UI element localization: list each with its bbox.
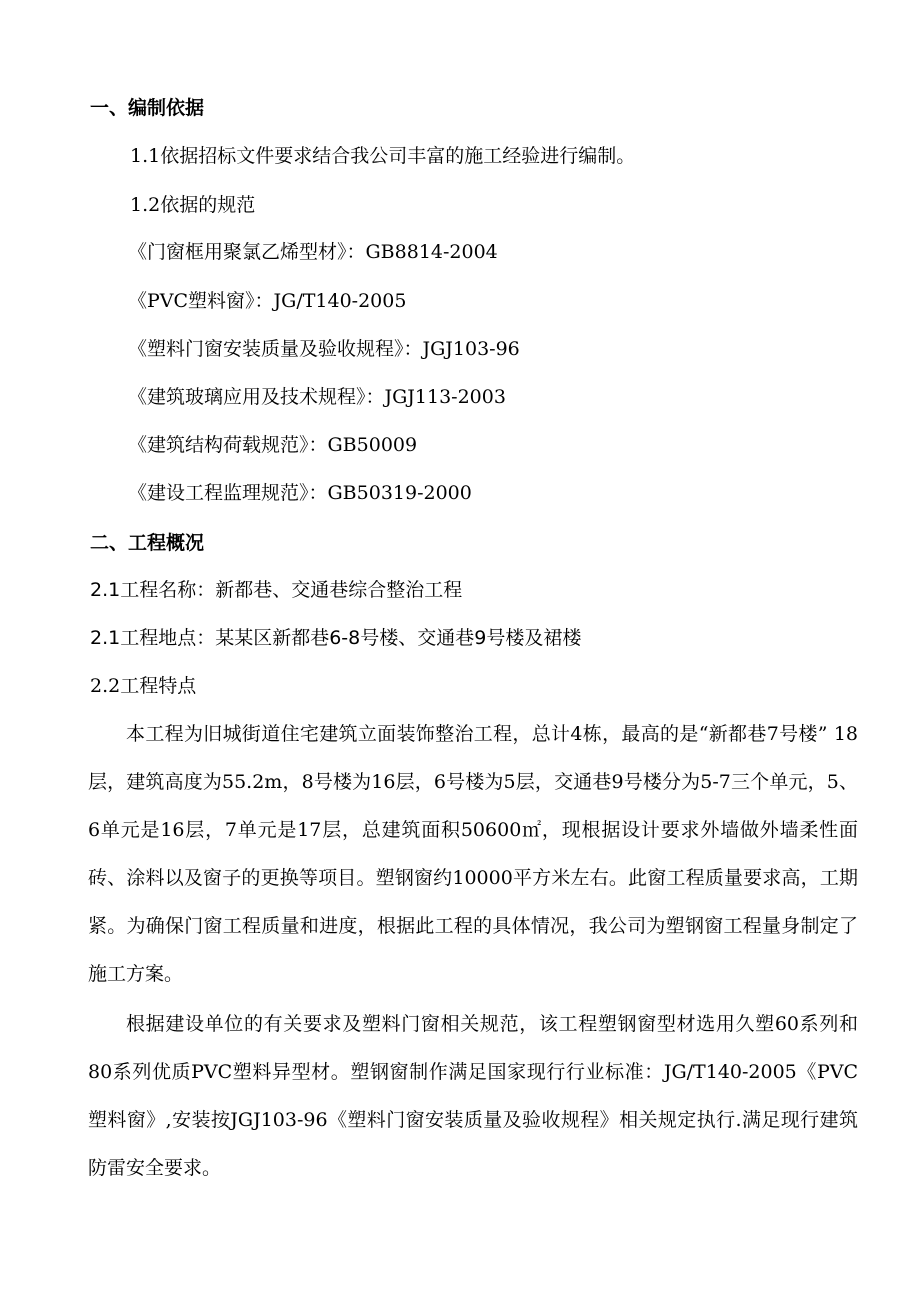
- standard-item: 《建筑玻璃应用及技术规程》：JGJ113-2003: [128, 386, 506, 408]
- project-location: 2.1工程地点：某某区新都巷6-8号楼、交通巷9号楼及裙楼: [90, 627, 582, 649]
- item-1-1: 1.1依据招标文件要求结合我公司丰富的施工经验进行编制。: [130, 145, 636, 167]
- standard-item: 《建筑结构荷载规范》：GB50009: [128, 434, 418, 456]
- item-1-2: 1.2依据的规范: [130, 194, 256, 216]
- section2-heading: 二、工程概况: [90, 532, 205, 554]
- project-name: 2.1工程名称：新都巷、交通巷综合整治工程: [90, 579, 463, 601]
- standard-item: 《建设工程监理规范》：GB50319-2000: [128, 482, 472, 504]
- standard-item: 《门窗框用聚氯乙烯型材》：GB8814-2004: [128, 241, 498, 263]
- standard-item: 《PVC塑料窗》：JG/T140-2005: [128, 290, 407, 312]
- paragraph-project-features: 本工程为旧城街道住宅建筑立面装饰整治工程，总计4栋，最高的是“新都巷7号楼” 18层，建筑高度为55.2m，8号楼为16层，6号楼为5层，交通巷9号楼分为5-7三个单元，5、6单元是16层，7单元是17层，总建筑面积50600㎡，现根据设计要求外墙做外墙柔性面砖、涂料以及窗子的更换等项目。塑钢窗约10000平方米左右。此窗工程质量要求高，工期紧。为确保门窗工程质量和进度，根据此工程的具体情况，我公司为塑钢窗工程量身制定了施工方案。: [88, 723, 858, 985]
- section1-heading: 一、编制依据: [90, 97, 205, 119]
- standard-item: 《塑料门窗安装质量及验收规程》：JGJ103-96: [128, 338, 520, 360]
- features-title: 2.2工程特点: [90, 675, 197, 697]
- paragraph-materials-standards: 根据建设单位的有关要求及塑料门窗相关规范，该工程塑钢窗型材选用久塑60系列和80系列优质PVC塑料异型材。塑钢窗制作满足国家现行行业标准：JG/T140-2005《PVC塑料窗》,安装按JGJ103-96《塑料门窗安装质量及验收规程》相关规定执行.满足现行建筑防雷安全要求。: [88, 1013, 858, 1179]
